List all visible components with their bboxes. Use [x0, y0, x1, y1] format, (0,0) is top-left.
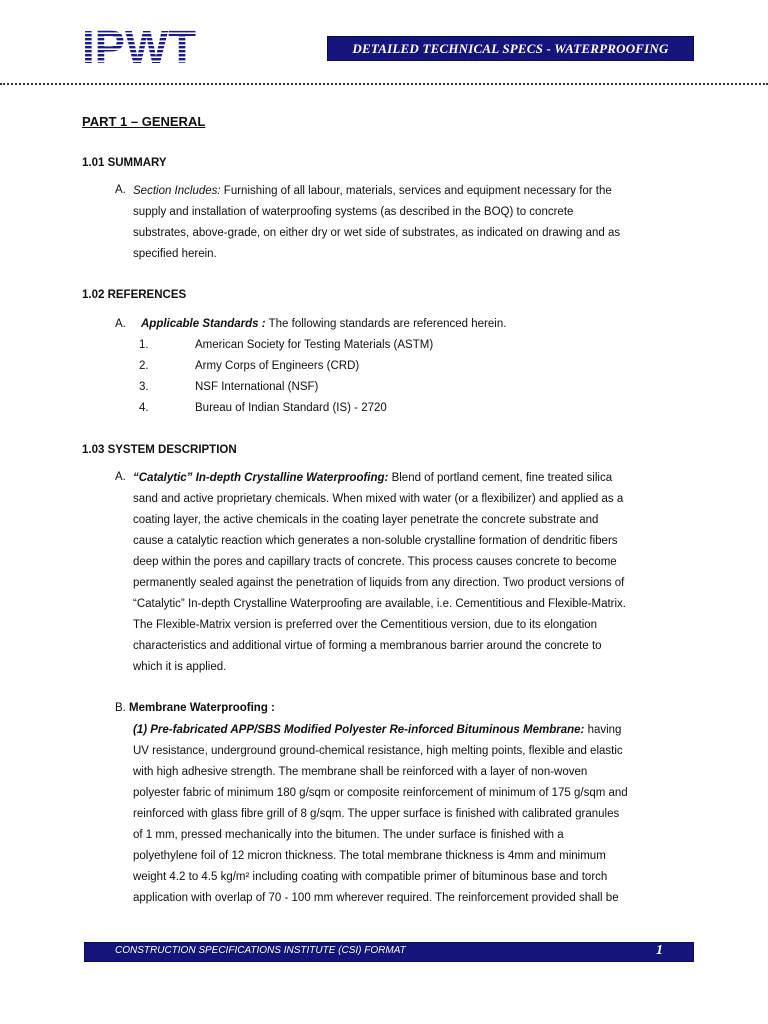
section-title-references: 1.02 REFERENCES: [82, 289, 187, 301]
reference-number: 3.: [139, 381, 149, 393]
crystalline-line: which it is applied.: [133, 661, 227, 673]
dotted-divider: [0, 83, 768, 85]
crystalline-label: “Catalytic” In-depth Crystalline Waterproofing:: [133, 472, 389, 484]
footer-banner: [84, 942, 694, 962]
membrane-line: reinforced with glass fibre grill of 8 g/sqm. The upper surface is finished with calibrated granules: [133, 808, 620, 820]
crystalline-line: The Flexible-Matrix version is preferred over the Cementitious version, due to its elongation: [133, 619, 598, 631]
reference-text: Bureau of Indian Standard (IS) - 2720: [195, 402, 387, 414]
crystalline-line: cause a catalytic reaction which generates a non-soluble crystalline formation of dendritic fibers: [133, 535, 618, 547]
summary-line: substrates, above-grade, on either dry or wet side of substrates, as indicated on drawing and as: [133, 227, 621, 239]
logo-text: IPWT: [82, 26, 196, 66]
section-title-summary: 1.01 SUMMARY: [82, 157, 167, 169]
membrane-line: polyethylene foil of 12 micron thickness. The total membrane thickness is 4mm and minimum: [133, 850, 606, 862]
references-intro-text: The following standards are referenced herein.: [268, 318, 507, 330]
membrane-line: UV resistance, underground ground-chemical resistance, high melting points, flexible and elastic: [133, 745, 623, 757]
crystalline-line: permanently sealed against the penetration of liquids from any direction. Two product versions of: [133, 577, 625, 589]
references-intro: [141, 318, 506, 330]
item-marker: A.: [115, 471, 126, 483]
ipwt-logo: [82, 26, 196, 66]
membrane-label: (1) Pre-fabricated APP/SBS Modified Polyester Re-inforced Bituminous Membrane:: [133, 724, 585, 736]
item-marker: A.: [115, 318, 126, 330]
item-marker: A.: [115, 184, 126, 196]
crystalline-line: sand and active proprietary chemicals. When mixed with water (or a flexibilizer) and applied as a: [133, 493, 624, 505]
reference-number: 1.: [139, 339, 149, 351]
summary-line: specified herein.: [133, 248, 217, 260]
crystalline-line: characteristics and additional virtue of forming a membranous barrier around the concrete to: [133, 640, 602, 652]
summary-label: Section Includes:: [133, 185, 221, 197]
crystalline-paragraph: [133, 468, 692, 678]
membrane-paragraph: [133, 720, 692, 909]
membrane-line: weight 4.2 to 4.5 kg/m² including coating with compatible primer of bituminous base and torch: [133, 871, 608, 883]
header-banner: [327, 36, 694, 61]
summary-line: Furnishing of all labour, materials, services and equipment necessary for the: [223, 185, 612, 197]
reference-text: NSF International (NSF): [195, 381, 319, 393]
summary-line: supply and installation of waterproofing systems (as described in the BOQ) to concrete: [133, 206, 574, 218]
part-title: PART 1 – GENERAL: [82, 114, 206, 129]
summary-paragraph: [133, 181, 692, 265]
page-number: 1: [656, 943, 663, 958]
reference-number: 4.: [139, 402, 149, 414]
header-banner-text: DETAILED TECHNICAL SPECS - WATERPROOFING: [352, 40, 669, 56]
reference-text: American Society for Testing Materials (ASTM): [195, 339, 434, 351]
reference-number: 2.: [139, 360, 149, 372]
crystalline-line: “Catalytic” In-depth Crystalline Waterproofing are available, i.e. Cementitious and Flexible-Matrix.: [133, 598, 627, 610]
references-label: Applicable Standards :: [141, 318, 266, 330]
membrane-title: Membrane Waterproofing :: [129, 702, 275, 714]
membrane-line: polyester fabric of minimum 180 g/sqm or composite reinforcement of minimum of 175 g/sqm and: [133, 787, 628, 799]
membrane-line: having: [587, 724, 622, 736]
membrane-line: of 1 mm, pressed mechanically into the bitumen. The under surface is finished with a: [133, 829, 564, 841]
reference-text: Army Corps of Engineers (CRD): [195, 360, 360, 372]
footer-text: CONSTRUCTION SPECIFICATIONS INSTITUTE (CSI) FORMAT: [115, 945, 406, 956]
crystalline-line: coating layer, the active chemicals in the coating layer penetrate the concrete substrate and: [133, 514, 599, 526]
membrane-line: with high adhesive strength. The membrane shall be reinforced with a layer of non-woven: [133, 766, 588, 778]
crystalline-line: deep within the pores and capillary tracts of concrete. This process causes concrete to become: [133, 556, 617, 568]
crystalline-line: Blend of portland cement, fine treated silica: [391, 472, 613, 484]
section-title-system-description: 1.03 SYSTEM DESCRIPTION: [82, 444, 237, 456]
item-marker: B.: [115, 702, 126, 714]
membrane-line: application with overlap of 70 - 100 mm wherever required. The reinforcement provided shall be: [133, 892, 619, 904]
